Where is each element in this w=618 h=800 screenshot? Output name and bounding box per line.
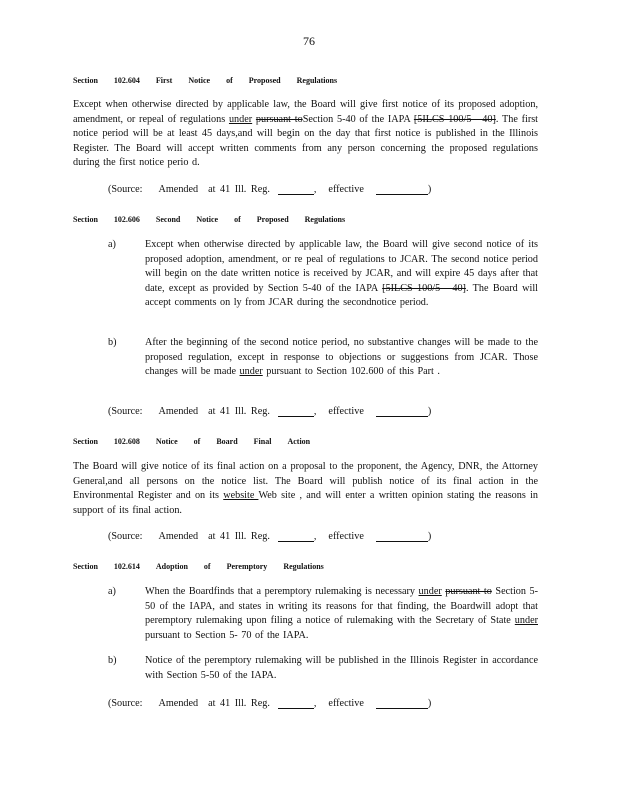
register-page-blank	[278, 531, 314, 542]
body-text: Section 5-50 of the IAPA, and states in writing its reasons for that finding, the Boardwill adopt that peremptory rulemaking upon filing a notice of rulemaking with the Secretary of State	[145, 586, 539, 627]
source-close: )	[427, 184, 432, 195]
body-text: pursuant to Section 102.600 of this Part .	[262, 366, 440, 378]
heading-word: Peremptory	[226, 562, 268, 571]
source-effective: effective	[328, 698, 364, 709]
body-text: When the Boardfinds that a peremptory rulemaking is necessary	[145, 586, 419, 597]
body-text: The Board will give notice of its final action on a proposal to the proponent, the Agency, DNR, the Attorney General,and all persons on the notice list. The Board will publish notice of its final action in the Environmental Register and on its	[73, 461, 538, 502]
source-close: )	[427, 531, 432, 542]
source-register-ref: at 41 Ill. Reg.	[208, 531, 270, 542]
effective-date-blank	[376, 406, 428, 417]
heading-word: Proposed	[256, 215, 289, 224]
heading-word: Board	[216, 437, 238, 446]
heading-word: Regulations	[283, 562, 324, 571]
heading-word: Action	[287, 437, 311, 446]
source-close: )	[427, 406, 432, 417]
source-register-ref: at 41 Ill. Reg.	[208, 184, 270, 195]
heading-word: Adoption	[155, 562, 188, 571]
source-register-ref: at 41 Ill. Reg.	[208, 406, 270, 417]
heading-word: Regulations	[304, 215, 346, 224]
source-comma: ,	[313, 531, 317, 542]
heading-word: Final	[253, 437, 272, 446]
list-item-letter: a)	[108, 586, 116, 597]
body-text: Notice of the peremptory rulemaking will be published in the Illinois Register in accordance with Section 5-50 of the IAPA.	[145, 655, 538, 681]
body-text: Except when otherwise directed by applicable law, the Board will give second notice of its proposed adoption, amendment, or re peal of regulations to JCAR. The second notice period will begin on the date written notice is received by JCAR, and will expire 45 days after that date, except as provided by Section 5-40 of the IAPA	[145, 239, 538, 294]
heading-word: Section	[73, 215, 98, 224]
body-text: Web site , and will enter a written opinion stating the reasons in support of its final action.	[73, 490, 539, 516]
source-effective: effective	[328, 406, 364, 417]
page-number: 76	[303, 34, 315, 48]
list-item-text	[145, 336, 538, 380]
source-effective: effective	[328, 531, 364, 542]
source-effective: effective	[328, 184, 364, 195]
source-label: (Source:	[108, 406, 143, 417]
heading-word: 102.604	[113, 76, 140, 85]
list-item-letter: b)	[108, 337, 117, 348]
heading-word: Section	[73, 76, 98, 85]
heading-word: Notice	[196, 215, 219, 224]
body-text: pursuant to Section 5- 70 of the IAPA.	[145, 629, 309, 641]
deleted-text: pursuant to	[255, 113, 303, 125]
source-amended: Amended	[158, 406, 199, 417]
list-item-text	[145, 238, 538, 311]
inserted-text: under	[228, 113, 253, 125]
section-heading-102-608	[73, 437, 326, 446]
source-close: )	[427, 698, 432, 709]
deleted-text: pursuant to	[445, 586, 492, 597]
source-label: (Source:	[108, 184, 143, 195]
heading-word: Proposed	[248, 76, 281, 85]
heading-word: 102.606	[113, 215, 140, 224]
source-comma: ,	[313, 184, 317, 195]
section-body-102-608	[73, 460, 538, 518]
effective-date-blank	[376, 184, 428, 195]
source-comma: ,	[313, 698, 317, 709]
source-amended: Amended	[158, 531, 199, 542]
source-amended: Amended	[158, 184, 199, 195]
heading-word: 102.614	[113, 562, 140, 571]
effective-date-blank	[376, 698, 428, 709]
list-item-letter: b)	[108, 655, 117, 666]
body-text: After the beginning of the second notice period, no substantive changes will be made to the proposed regulation, except in response to objections or suggestions from JCAR. Those changes will be made	[145, 337, 538, 378]
source-amended: Amended	[158, 698, 199, 709]
source-register-ref: at 41 Ill. Reg.	[208, 698, 270, 709]
inserted-text: website	[223, 490, 259, 502]
effective-date-blank	[376, 531, 428, 542]
heading-word: First	[155, 76, 173, 85]
section-heading-102-614	[73, 562, 340, 571]
list-item-text	[145, 585, 538, 643]
list-item-letter: a)	[108, 239, 116, 250]
source-note-102-608	[108, 531, 431, 542]
deleted-text: [5ILCS 100/5 - 40]	[413, 113, 496, 125]
source-note-102-614	[108, 698, 431, 709]
body-text: Section 5-40 of the IAPA	[302, 113, 414, 125]
body-text: . The first notice period will be at least 45 days,and will begin on the day that first notice is published in the Illinois Register. The Board will accept written comments from any person concerning the proposed regulations during the first notice perio d.	[73, 113, 539, 169]
heading-word: Regulations	[296, 76, 338, 85]
inserted-text: under	[514, 615, 538, 627]
list-item-text	[145, 654, 538, 683]
heading-word: of	[203, 562, 211, 571]
heading-word: 102.608	[113, 437, 140, 446]
source-label: (Source:	[108, 531, 143, 542]
register-page-blank	[278, 406, 314, 417]
heading-word: Notice	[155, 437, 178, 446]
body-text: . The Board will accept comments on ly from JCAR during the secondnotice period.	[145, 282, 538, 309]
heading-word: of	[193, 437, 201, 446]
source-label: (Source:	[108, 698, 143, 709]
heading-word: Second	[155, 215, 181, 224]
section-body-102-604	[73, 98, 538, 171]
inserted-text: under	[239, 366, 263, 378]
inserted-text: under	[418, 586, 442, 597]
register-page-blank	[278, 698, 314, 709]
source-note-102-604	[108, 184, 431, 195]
heading-word: of	[234, 215, 241, 224]
heading-word: Section	[73, 562, 98, 571]
heading-word: Section	[73, 437, 98, 446]
section-heading-102-606	[73, 215, 361, 224]
register-page-blank	[278, 184, 314, 195]
source-comma: ,	[313, 406, 317, 417]
deleted-text: [5ILCS 100/5 - 40]	[382, 282, 466, 294]
section-heading-102-604	[73, 76, 353, 85]
heading-word: of	[226, 76, 233, 85]
source-note-102-606	[108, 406, 431, 417]
heading-word: Notice	[188, 76, 211, 85]
body-text: Except when otherwise directed by applicable law, the Board will give first notice of its proposed adoption, amendment, or repeal of regulations	[73, 99, 538, 125]
